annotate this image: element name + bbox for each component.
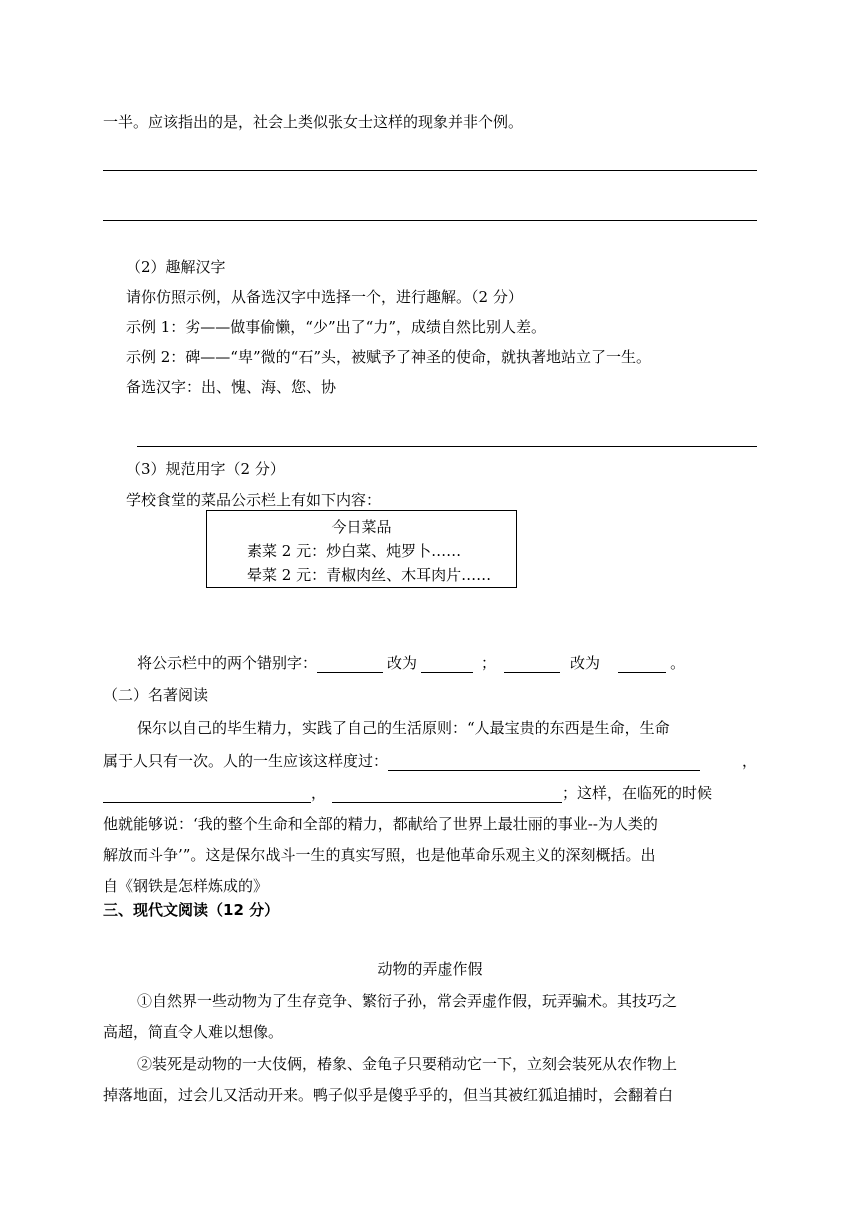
section2-heading: （二）名著阅读 bbox=[103, 686, 209, 704]
section2-line-5: 解放而斗争’”。这是保尔战斗一生的真实写照，也是他革命乐观主义的深刻概括。出 bbox=[103, 846, 656, 864]
section2-line-3 bbox=[103, 782, 712, 803]
fill-blank-2[interactable] bbox=[421, 656, 473, 673]
fill-blank-3[interactable] bbox=[504, 656, 560, 673]
section2-line-2-text: 属于人只有一次。人的一生应该这样度过： bbox=[103, 752, 389, 770]
answer-line-2[interactable] bbox=[103, 220, 757, 221]
section2-line-2-comma: ， bbox=[741, 752, 757, 770]
part3-intro: 学校食堂的菜品公示栏上有如下内容： bbox=[126, 491, 382, 509]
article-p2-line-2: 掉落地面，过会儿又活动开来。鸭子似乎是傻乎乎的，但当其被红狐追捕时，会翻着白 bbox=[103, 1086, 674, 1104]
intro-line: 一半。应该指出的是，社会上类似张女士这样的现象并非个例。 bbox=[103, 113, 524, 131]
article-p1-line-2: 高超，简直令人难以想像。 bbox=[103, 1023, 284, 1041]
poem-blank-2[interactable] bbox=[103, 786, 311, 803]
article-title: 动物的弄虚作假 bbox=[377, 960, 483, 978]
part2-example2: 示例 2：碑——“卑”微的“石”头，被赋予了神圣的使命，就执著地站立了一生。 bbox=[126, 348, 651, 366]
change-to-1: 改为 bbox=[387, 654, 418, 672]
part2-example1: 示例 1：劣——做事偷懒，“少”出了“力”，成绩自然比别人差。 bbox=[126, 318, 546, 336]
poem-blank-3[interactable] bbox=[332, 786, 562, 803]
fill-blank-4[interactable] bbox=[618, 656, 666, 673]
fill-end: 。 bbox=[670, 654, 686, 672]
poem-blank-1[interactable] bbox=[388, 754, 700, 771]
menu-box-line-1: 素菜 2 元：炒白菜、炖罗卜…… bbox=[247, 542, 462, 560]
answer-line-1[interactable] bbox=[103, 170, 757, 171]
part3-fill-line bbox=[137, 652, 685, 673]
part2-instruction: 请你仿照示例，从备选汉字中选择一个，进行趣解。（2 分） bbox=[126, 288, 523, 306]
menu-notice-box bbox=[206, 510, 517, 588]
section2-line-2 bbox=[103, 750, 757, 771]
part3-heading: （3）规范用字（2 分） bbox=[126, 460, 285, 478]
section2-line-3-comma: ， bbox=[311, 784, 327, 802]
answer-line-3[interactable] bbox=[137, 446, 757, 447]
section3-heading: 三、现代文阅读（12 分） bbox=[103, 901, 280, 919]
fill-separator: ； bbox=[481, 654, 497, 672]
fill-prefix: 将公示栏中的两个错别字： bbox=[137, 654, 318, 672]
part2-heading: （2）趣解汉字 bbox=[126, 258, 226, 276]
section2-line-3-text: ；这样，在临死的时候 bbox=[562, 784, 713, 802]
section2-line-1: 保尔以自己的毕生精力，实践了自己的生活原则：“人最宝贵的东西是生命，生命 bbox=[137, 719, 670, 737]
change-to-2: 改为 bbox=[570, 654, 601, 672]
fill-blank-1[interactable] bbox=[317, 656, 383, 673]
article-p1-line-1: ①自然界一些动物为了生存竞争、繁衍子孙，常会弄虚作假，玩弄骗术。其技巧之 bbox=[137, 992, 678, 1010]
menu-box-title: 今日菜品 bbox=[331, 518, 392, 536]
menu-box-line-2: 晕菜 2 元：青椒肉丝、木耳肉片…… bbox=[247, 566, 492, 584]
article-p2-line-1: ②装死是动物的一大伎俩，椿象、金龟子只要稍动它一下，立刻会装死从农作物上 bbox=[137, 1055, 678, 1073]
section2-line-4: 他就能够说：‘我的整个生命和全部的精力，都献给了世界上最壮丽的事业--为人类的 bbox=[103, 815, 658, 833]
section2-line-6: 自《钢铁是怎样炼成的》 bbox=[103, 877, 269, 895]
part2-candidates: 备选汉字：出、愧、海、您、协 bbox=[126, 378, 337, 396]
